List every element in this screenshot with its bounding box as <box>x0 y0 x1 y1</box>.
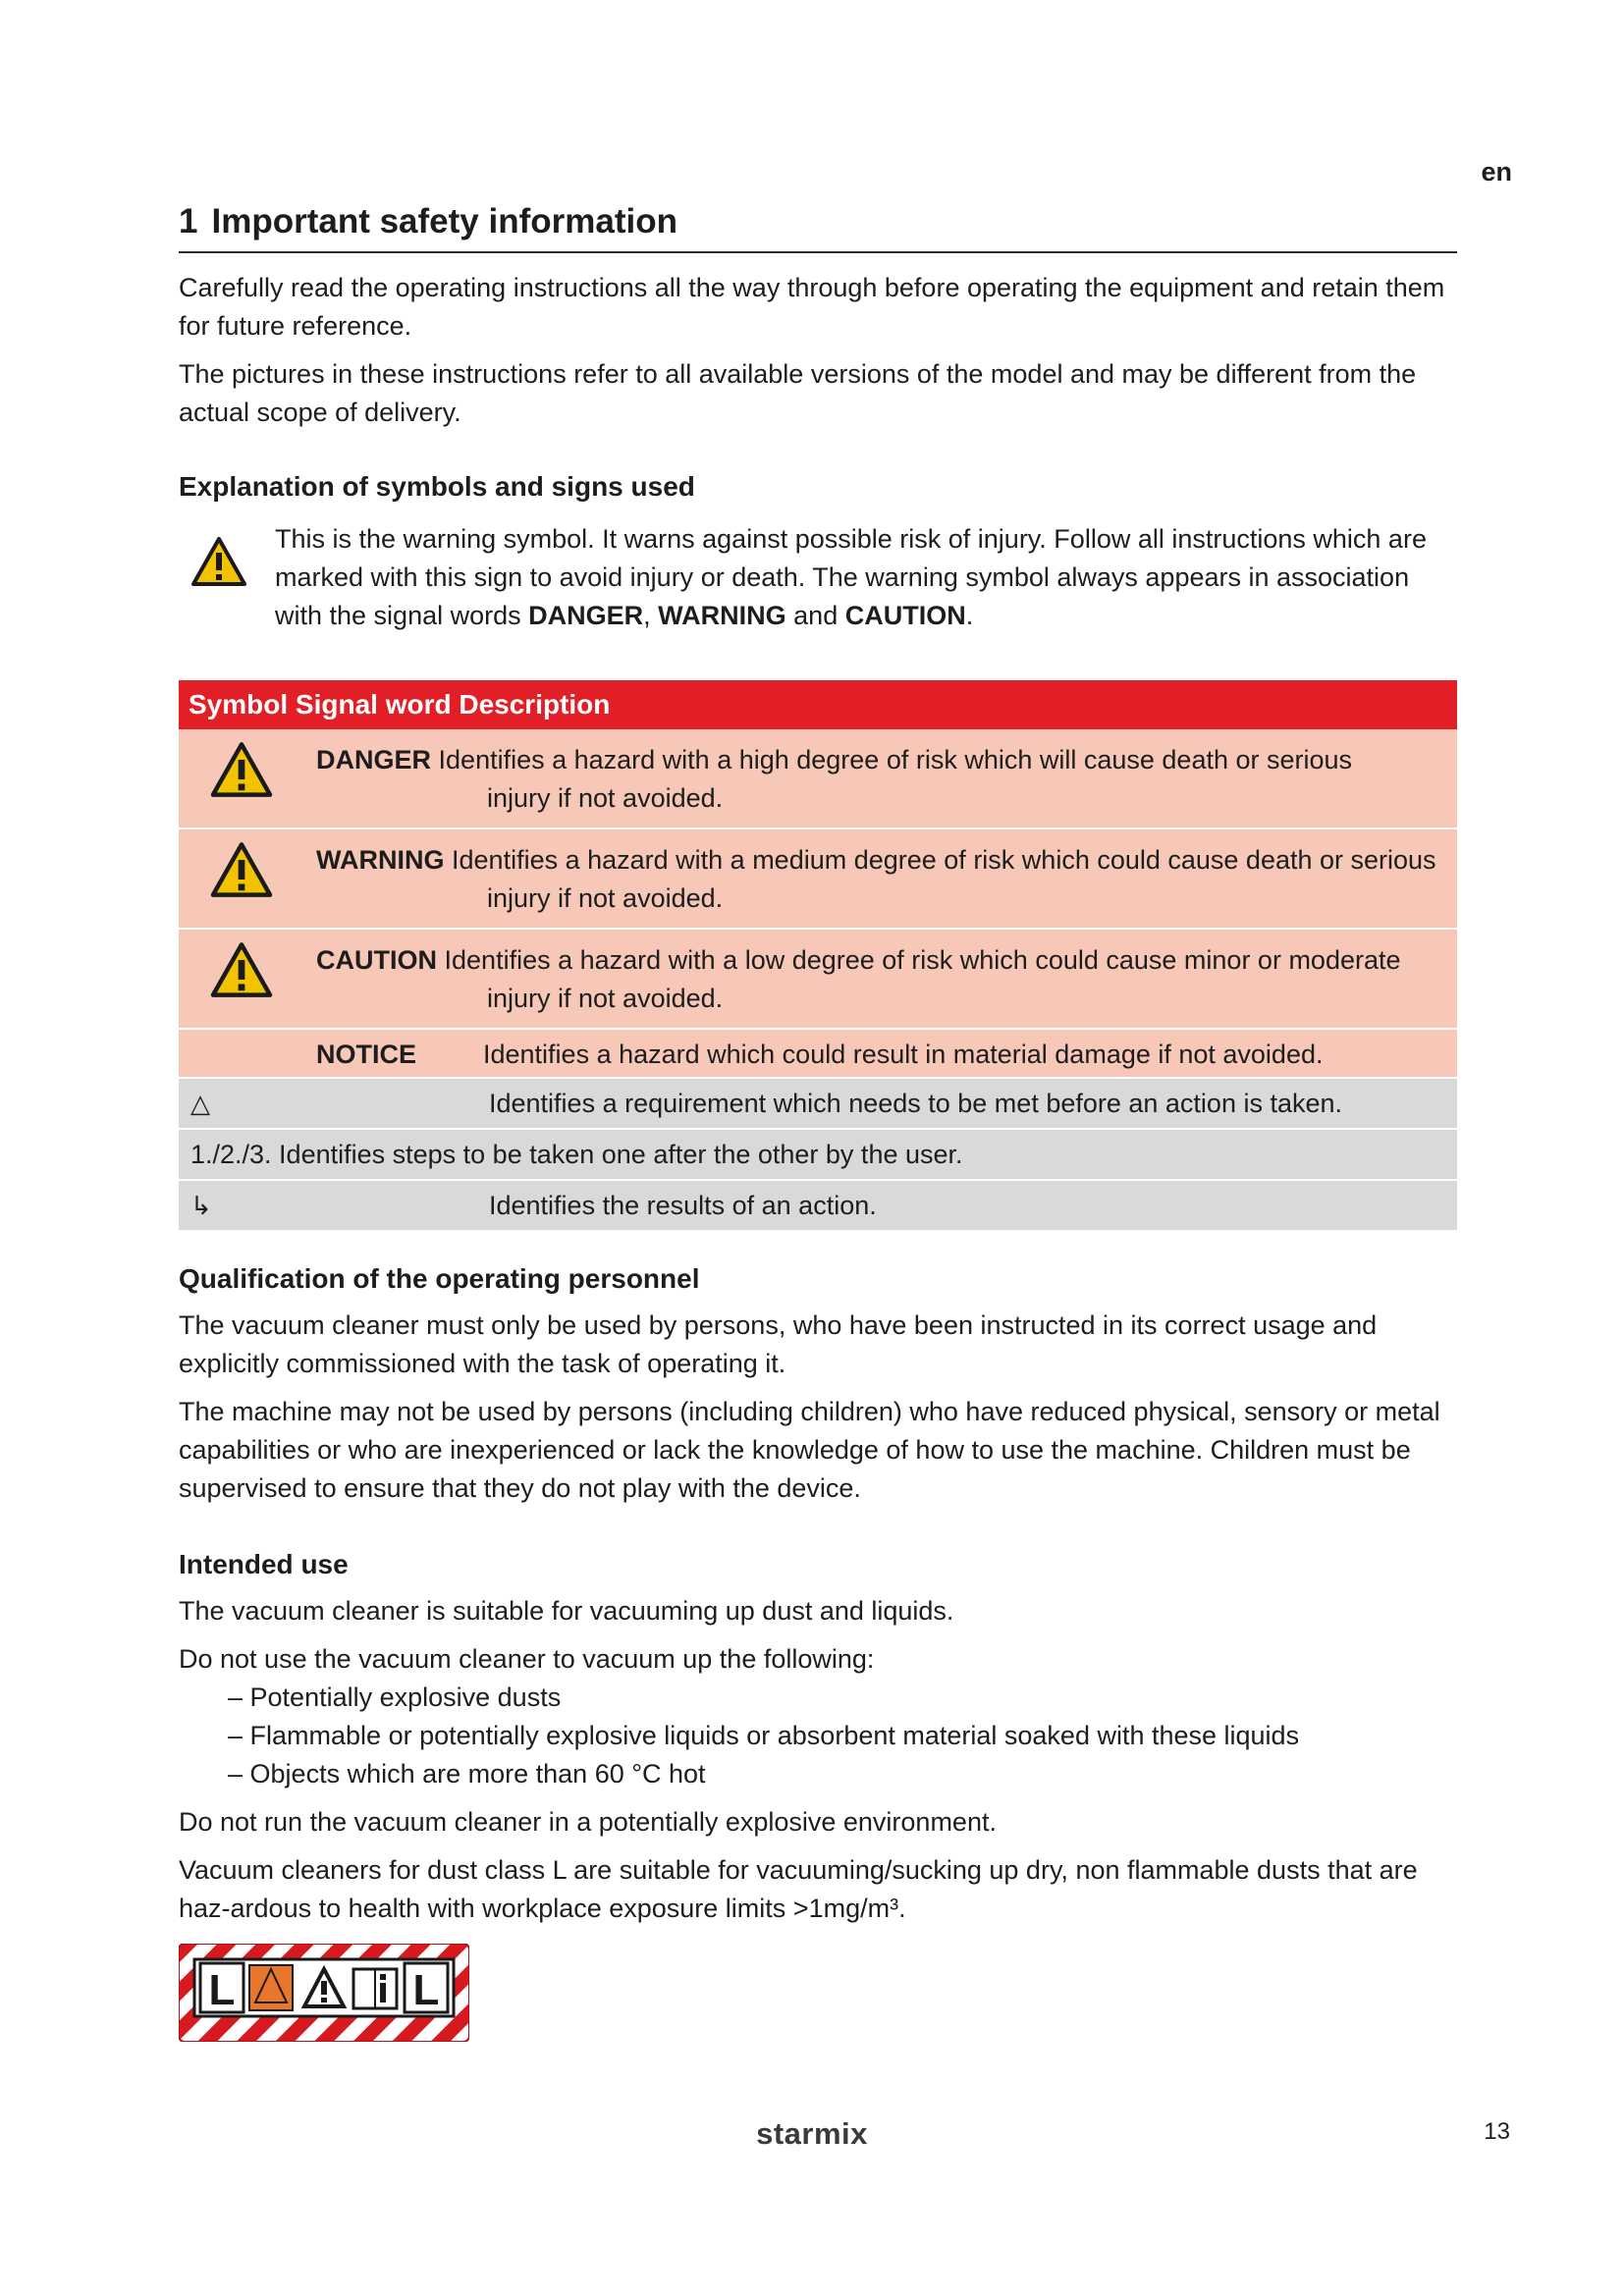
qualification-paragraph: The machine may not be used by persons (including children) who have reduced physical, sensory or metal capabilities or who are inexperienced or lack the knowledge of how to use the machine. Children must be supervised to ensure that they do not play with the device. <box>179 1397 1440 1503</box>
symbols-heading: Explanation of symbols and signs used <box>179 471 695 502</box>
dust-class-l-label <box>179 1944 469 2042</box>
result-arrow-icon: ↳ <box>190 1190 212 1220</box>
warning-symbol-explanation <box>179 520 1457 635</box>
table-row-warning <box>179 828 1457 929</box>
signal-desc-continued: injury if not avoided. <box>487 984 724 1013</box>
table-row-danger <box>179 729 1457 828</box>
list-item: – Potentially explosive dusts <box>228 1679 1457 1717</box>
language-code: en <box>1481 157 1512 187</box>
warning-triangle-icon <box>179 929 304 1029</box>
intended-use-paragraph: Do not run the vacuum cleaner in a potentially explosive environment. <box>179 1807 997 1837</box>
badge-letter-right: L <box>412 1966 440 2014</box>
signal-word: WARNING <box>316 845 445 875</box>
signal-desc: Identifies a hazard which could result in material damage if not avoided. <box>483 1040 1324 1069</box>
warning-triangle-icon <box>179 520 257 635</box>
table-row-requirement <box>179 1078 1457 1129</box>
table-row-caution <box>179 929 1457 1029</box>
page-number: 13 <box>1484 2118 1510 2145</box>
signal-word: NOTICE <box>316 1040 417 1069</box>
result-desc: Identifies the results of an action. <box>489 1190 877 1220</box>
intro-paragraph: Carefully read the operating instructions all the way through before operating the equipment and retain them for future reference. <box>179 273 1445 341</box>
table-row-notice <box>179 1029 1457 1078</box>
intended-use-paragraph: The vacuum cleaner is suitable for vacuuming up dust and liquids. <box>179 1596 954 1626</box>
list-item: – Objects which are more than 60 °C hot <box>228 1755 1457 1793</box>
page-content <box>179 202 1457 2042</box>
intended-use-heading: Intended use <box>179 1549 349 1579</box>
warning-symbol-text: This is the warning symbol. It warns against possible risk of injury. Follow all instructions which are marked with this sign to avoid injury or death. The warning symbol always appears in association with the signal words DANGER, WARNING and CAUTION. <box>275 524 1427 630</box>
section-number: 1 <box>179 202 198 240</box>
steps-desc: 1./2./3. Identifies steps to be taken one after the other by the user. <box>190 1140 963 1169</box>
badge-letter-left: L <box>208 1966 236 2014</box>
requirement-desc: Identifies a requirement which needs to be met before an action is taken. <box>489 1088 1343 1118</box>
intended-use-paragraph: Vacuum cleaners for dust class L are suitable for vacuuming/sucking up dry, non flammable dusts that are haz-ardous to health with workplace exposure limits >1mg/m³. <box>179 1855 1418 1923</box>
signal-desc-continued: injury if not avoided. <box>487 783 724 813</box>
warning-triangle-icon <box>179 828 304 929</box>
table-row-steps <box>179 1129 1457 1180</box>
prohibited-list <box>179 1679 1457 1793</box>
requirement-triangle-icon: △ <box>190 1088 210 1118</box>
signal-desc-continued: injury if not avoided. <box>487 883 724 913</box>
signal-desc: Identifies a hazard with a medium degree of risk which could cause death or serious <box>452 845 1436 875</box>
section-title-text: Important safety information <box>211 202 677 240</box>
signal-desc: Identifies a hazard with a high degree of risk which will cause death or serious <box>438 745 1353 774</box>
signal-desc: Identifies a hazard with a low degree of risk which could cause minor or moderate <box>444 945 1401 975</box>
section-title <box>179 202 1457 253</box>
qualification-paragraph: The vacuum cleaner must only be used by persons, who have been instructed in its correct usage and explicitly commissioned with the task of operating it. <box>179 1310 1378 1378</box>
table-row-result <box>179 1180 1457 1231</box>
brand-logo: starmix <box>756 2116 868 2151</box>
qualification-heading: Qualification of the operating personnel <box>179 1263 700 1294</box>
table-header: Symbol Signal word Description <box>179 680 1457 729</box>
intended-use-paragraph: Do not use the vacuum cleaner to vacuum up the following: <box>179 1644 875 1674</box>
list-item: – Flammable or potentially explosive liquids or absorbent material soaked with these liquids <box>228 1717 1457 1755</box>
warning-triangle-icon <box>179 729 304 828</box>
intro-paragraph: The pictures in these instructions refer to all available versions of the model and may be different from the actual scope of delivery. <box>179 359 1417 427</box>
signal-word: CAUTION <box>316 945 437 975</box>
signal-word-table <box>179 680 1457 1232</box>
signal-word: DANGER <box>316 745 432 774</box>
